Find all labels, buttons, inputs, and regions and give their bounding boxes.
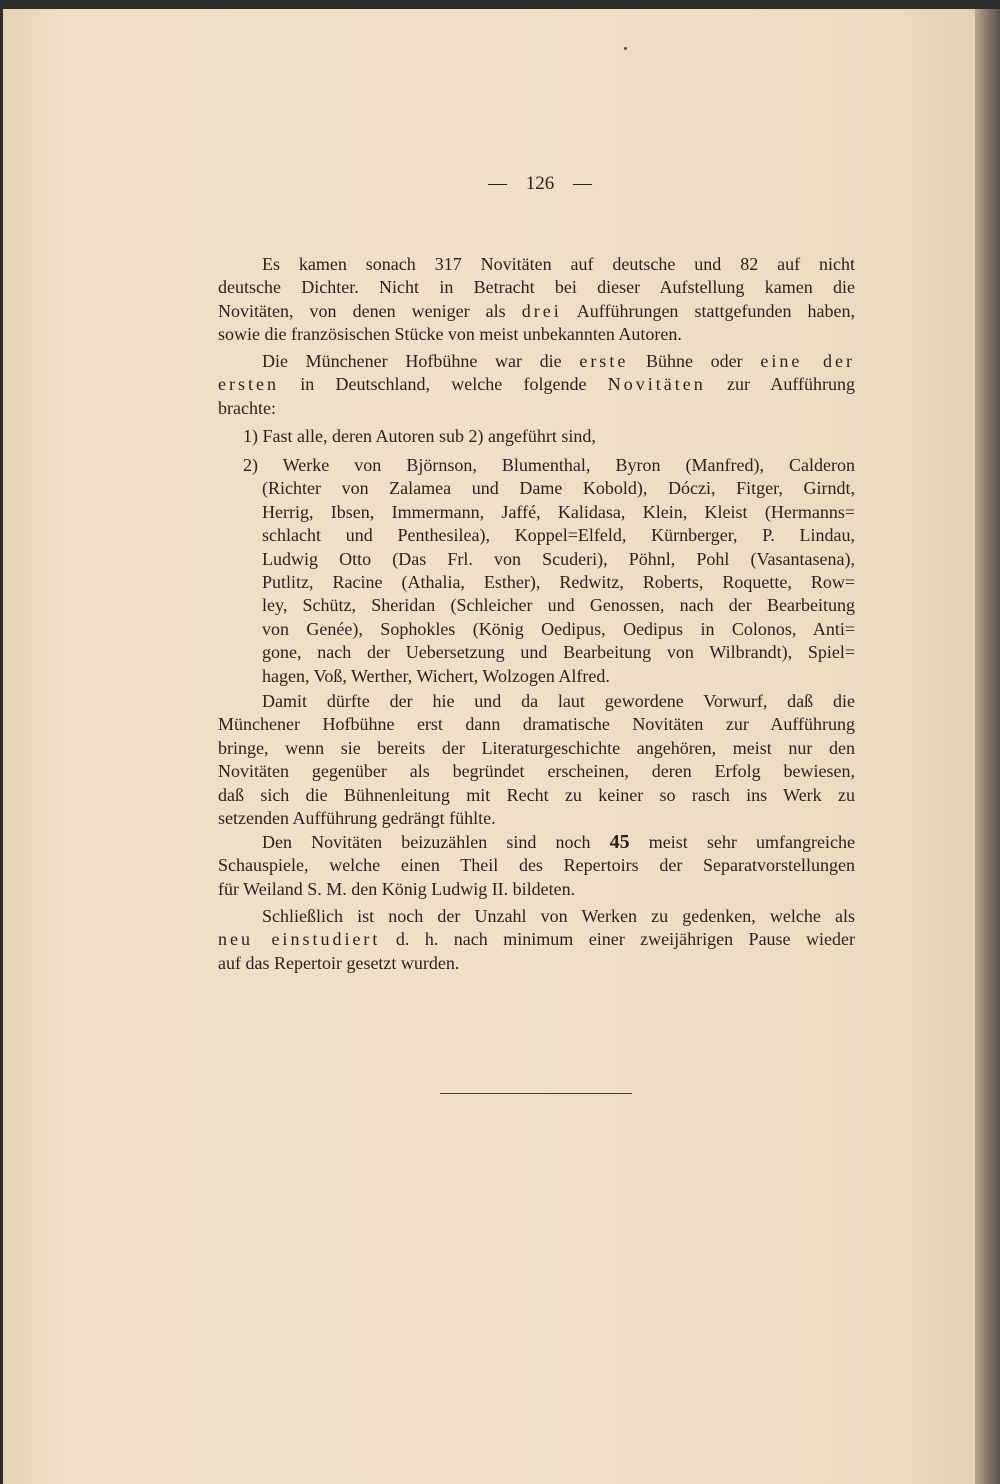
- text-line: [218, 807, 855, 830]
- text-line: [218, 300, 855, 323]
- text-line: [218, 397, 855, 420]
- paper-speck: [624, 47, 627, 50]
- text-line: [218, 425, 855, 448]
- paragraph: [218, 831, 855, 901]
- paragraph: [218, 350, 855, 420]
- text-line: [218, 928, 855, 951]
- line-segment: von Genée), Sophokles (König Oedipus, Oedipus in Colonos, Anti=: [262, 618, 855, 639]
- line-segment: d. h. nach minimum einer zweijährigen Pause wieder: [380, 929, 855, 950]
- text-line: [218, 571, 855, 594]
- text-line: [218, 952, 855, 975]
- text-line: [218, 276, 855, 299]
- line-segment: 2) Werke von Björnson, Blumenthal, Byron (Manfred), Calderon: [243, 455, 855, 475]
- line-segment: Schließlich ist noch der Unzahl von Werken zu gedenken, welche als: [262, 906, 855, 926]
- text-line: [218, 831, 855, 854]
- spaced-word: erste: [579, 351, 629, 371]
- line-segment: Die Münchener Hofbühne war die: [262, 351, 580, 371]
- line-segment: Den Novitäten beizuzählen sind noch: [262, 832, 610, 852]
- line-segment: ley, Schütz, Sheridan (Schleicher und Genossen, nach der Bearbeitung: [262, 595, 855, 616]
- line-segment: Putlitz, Racine (Athalia, Esther), Redwitz, Roberts, Roquette, Row=: [262, 571, 855, 592]
- line-segment: Bühne oder: [628, 351, 761, 371]
- line-segment: in Deutschland, welche folgende: [278, 374, 608, 395]
- line-segment: daß sich die Bühnenleitung mit Recht zu keiner so rasch ins Werk zu: [218, 784, 855, 805]
- text-line: [218, 618, 855, 641]
- text-line: [218, 594, 855, 617]
- line-segment: hagen, Voß, Werther, Wichert, Wolzogen Alfred.: [262, 665, 610, 686]
- line-segment: für Weiland S. M. den König Ludwig II. bildeten.: [218, 878, 576, 899]
- line-segment: Es kamen sonach 317 Novitäten auf deutsche und 82 auf nicht: [262, 254, 855, 274]
- line-segment: auf das Repertoir gesetzt wurden.: [218, 952, 460, 973]
- line-segment: Münchener Hofbühne erst dann dramatische Novitäten zur Aufführung: [218, 714, 855, 735]
- paragraph: [218, 905, 855, 975]
- text-line: [218, 253, 855, 276]
- list-item: [218, 454, 855, 688]
- text-line: [218, 641, 855, 664]
- text-line: [218, 905, 855, 928]
- line-segment: brachte:: [218, 397, 276, 418]
- line-segment: Schauspiele, welche einen Theil des Repertoirs der Separatvorstellungen: [218, 855, 855, 876]
- text-line: [218, 477, 855, 500]
- text-line: [218, 501, 855, 524]
- line-segment: Herrig, Ibsen, Immermann, Jaffé, Kalidasa, Klein, Kleist (Hermanns=: [262, 501, 855, 522]
- text-line: [218, 454, 855, 477]
- line-segment: sowie die französischen Stücke von meist unbekannten Autoren.: [218, 324, 682, 345]
- spaced-word: drei: [521, 300, 562, 321]
- text-line: [218, 760, 855, 783]
- text-line: [218, 737, 855, 760]
- line-segment: setzenden Aufführung gedrängt fühlte.: [218, 807, 496, 828]
- text-line: [218, 665, 855, 688]
- text-line: [218, 350, 855, 373]
- separator-rule: [440, 1093, 632, 1094]
- text-line: [218, 524, 855, 547]
- line-segment: Novitäten, von denen weniger als: [218, 300, 522, 321]
- page-number: — 126 —: [488, 173, 592, 194]
- spaced-word: ersten: [218, 374, 279, 395]
- text-line: [218, 323, 855, 346]
- text-line: [218, 373, 855, 396]
- line-segment: (Richter von Zalamea und Dame Kobold), Dóczi, Fitger, Girndt,: [262, 478, 855, 499]
- page-edge-shadow: [975, 9, 1000, 1484]
- paragraph: [218, 690, 855, 830]
- text-line: [218, 878, 855, 901]
- text-line: [218, 784, 855, 807]
- line-segment: Damit dürfte der hie und da laut gewordene Vorwurf, daß die: [262, 691, 855, 711]
- spaced-word: neu einstudiert: [218, 929, 381, 950]
- line-segment: gone, nach der Uebersetzung und Bearbeitung von Wilbrandt), Spiel=: [262, 642, 855, 663]
- line-segment: Ludwig Otto (Das Frl. von Scuderi), Pöhnl, Pohl (Vasantasena),: [262, 548, 855, 569]
- text-line: [218, 713, 855, 736]
- line-segment: bringe, wenn sie bereits der Literaturgeschichte angehören, meist nur den: [218, 737, 855, 758]
- text-line: [218, 690, 855, 713]
- paragraph: [218, 253, 855, 347]
- list-item: [218, 425, 855, 448]
- line-segment: schlacht und Penthesilea), Koppel=Elfeld, Kürnberger, P. Lindau,: [262, 525, 855, 546]
- text-line: [218, 854, 855, 877]
- line-segment: zur Aufführung: [705, 374, 855, 395]
- spaced-word: Novitäten: [607, 374, 706, 395]
- line-segment: Aufführungen stattgefunden haben,: [561, 300, 855, 321]
- line-segment: meist sehr umfangreiche: [629, 832, 855, 852]
- line-segment: 1) Fast alle, deren Autoren sub 2) angeführt sind,: [243, 426, 596, 446]
- text-line: [218, 548, 855, 571]
- line-segment: deutsche Dichter. Nicht in Betracht bei dieser Aufstellung kamen die: [218, 277, 855, 298]
- spaced-word: eine der: [760, 351, 855, 371]
- line-segment: Novitäten gegenüber als begründet erscheinen, deren Erfolg bewiesen,: [218, 761, 855, 782]
- bold-number: 45: [609, 831, 630, 853]
